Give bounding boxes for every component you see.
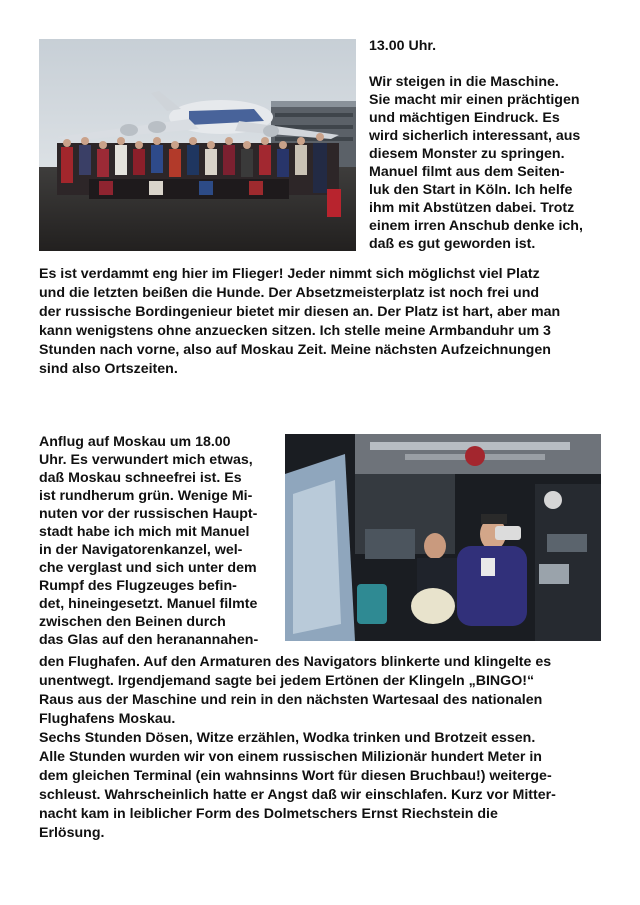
text-line: sind also Ortszeiten. (39, 361, 178, 377)
text-line: che verglast und sich unter dem (39, 560, 257, 576)
text-line: Rumpf des Flugzeuges befin- (39, 578, 237, 594)
text-line: in der Navigatorenkanzel, wel- (39, 542, 243, 558)
text-line: Alle Stunden wurden wir von einem russischen Milizionär hundert Meter in (39, 749, 542, 765)
text-line: Sie macht mir einen prächtigen (369, 92, 580, 108)
text-line: Wir steigen in die Maschine. (369, 74, 559, 90)
text-line: stadt habe ich mich mit Manuel (39, 524, 250, 540)
text-line: den Flughafen. Auf den Armaturen des Navigators blinkerte und klingelte es (39, 654, 552, 670)
text-line: einem irren Anschub denke ich, (369, 218, 583, 234)
text-line: Anflug auf Moskau um 18.00 (39, 434, 231, 450)
text-line: nacht kam in leiblicher Form des Dolmetschers Ernst Riechstein die (39, 806, 498, 822)
text-line: der russische Bordingenieur bietet mir diesen an. Der Platz ist hart, aber man (39, 304, 561, 320)
time-heading: 13.00 Uhr. (369, 38, 437, 54)
text-line: wird sicherlich interessant, aus (369, 128, 581, 144)
text-line: diesem Monster zu springen. (369, 146, 565, 162)
text-line: kann wenigstens ohne anzuecken sitzen. Ich stelle meine Armbanduhr um 3 (39, 323, 551, 339)
text-line: Erlösung. (39, 825, 105, 841)
text-line: ihm mit Abstützen dabei. Trotz (369, 200, 575, 216)
text-line: daß Moskau schneefrei ist. Es (39, 470, 242, 486)
text-line: Raus aus der Maschine und rein in den nächsten Wartesaal des nationalen (39, 692, 543, 708)
text-line: und mächtigen Eindruck. Es (369, 110, 560, 126)
group-photo-airplane (39, 39, 356, 251)
text-line: luk den Start in Köln. Ich helfe (369, 182, 573, 198)
text-line: nuten vor der russischen Haupt- (39, 506, 258, 522)
text-line: Manuel filmt aus dem Seiten- (369, 164, 565, 180)
text-line: Flughafens Moskau. (39, 711, 176, 727)
text-line: daß es gut geworden ist. (369, 236, 536, 252)
text-line: das Glas auf den heranannahen- (39, 632, 259, 648)
text-line: schleust. Wahrscheinlich hatte er Angst daß wir einschlafen. Kurz vor Mitter- (39, 787, 556, 803)
text-line: Uhr. Es verwundert mich etwas, (39, 452, 253, 468)
text-line: Es ist verdammt eng hier im Flieger! Jeder nimmt sich möglichst viel Platz (39, 266, 540, 282)
text-line: und die letzten beißen die Hunde. Der Absetzmeisterplatz ist noch frei und (39, 285, 540, 301)
text-line: ist rundherum grün. Wenige Mi- (39, 488, 253, 504)
text-line: Stunden nach vorne, also auf Moskau Zeit. Meine nächsten Aufzeichnungen (39, 342, 551, 358)
text-line: unentwegt. Irgendjemand sagte bei jedem Ertönen der Klingeln „BINGO!“ (39, 673, 535, 689)
text-line: Sechs Stunden Dösen, Witze erzählen, Wodka trinken und Brotzeit essen. (39, 730, 536, 746)
text-line: dem gleichen Terminal (ein wahnsinns Wort für diesen Bruchbau!) weiterge- (39, 768, 552, 784)
text-line: det, hineingesetzt. Manuel filmte (39, 596, 258, 612)
cockpit-filming-photo (285, 434, 601, 641)
text-line: zwischen den Beinen durch (39, 614, 226, 630)
